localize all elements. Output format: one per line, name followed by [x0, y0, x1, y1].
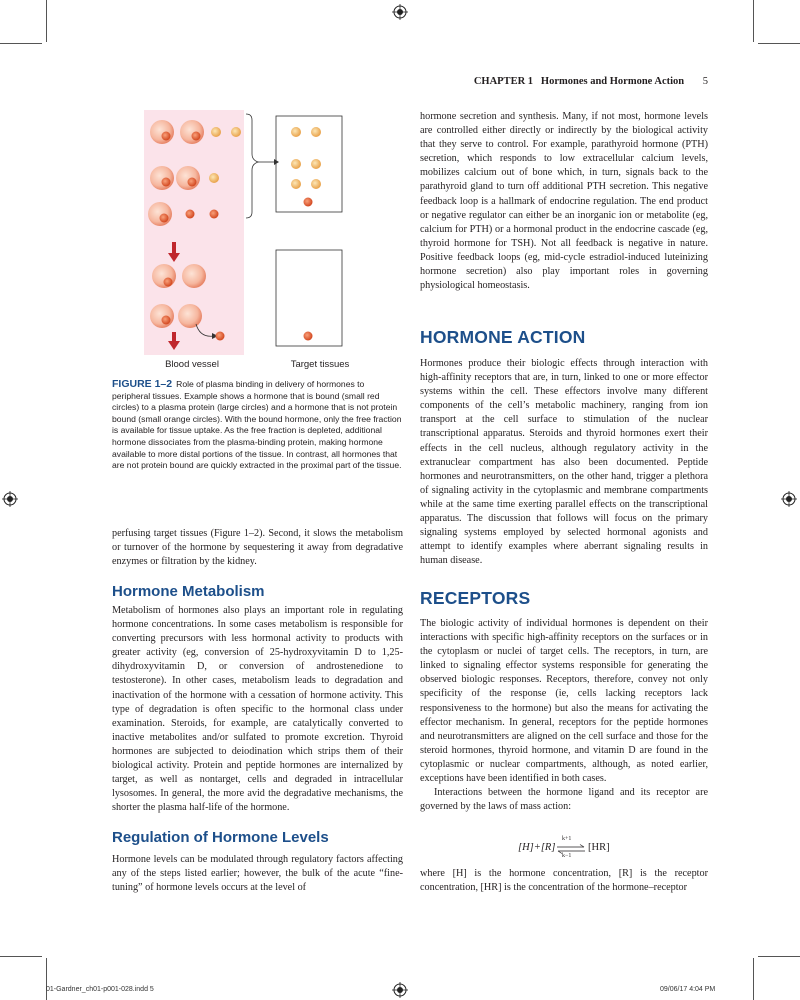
crop-mark [0, 43, 42, 44]
right-column-text-1 [420, 110, 708, 293]
equation-k-forward: k+1 [562, 836, 572, 842]
heading-hormone-action: HORMONE ACTION [420, 327, 586, 347]
paragraph: perfusing target tissues (Figure 1–2). Second, it slows the metabolism or turnover of the hormone by sequestering it away from degradative enzymes or filtration by the kidney. [112, 528, 403, 568]
crop-mark [753, 958, 754, 1000]
left-column-text-2 [112, 604, 403, 815]
heading-regulation-hormone-levels: Regulation of Hormone Levels [112, 829, 329, 846]
paragraph: Hormones produce their biologic effects through interaction with high-affinity receptors that are, in turn, linked to one or more effector systems within the cell. These effectors involve many different components of the cell’s metabolic machinery, ranging from ion transport at the cell surface to stimulation of the nuclear transcriptional apparatus. Steroids and thyroid hormones exert their effects in the cell nucleus, although regulatory activity in the extranuclear compartment has also been documented. Peptide hormones and neurotransmitters, on the other hand, trigger a plethora of signaling activity in the cytoplasmic and membrane compartments while at the same time exerting parallel effects on the transcriptional apparatus. The discussion that follows will focus on the primary signaling systems employed by selected hormonal agonists and attempt to identify examples where aberrant signaling results in human disease. [420, 358, 708, 567]
paragraph: Hormone levels can be modulated through regulatory factors affecting any of the steps listed earlier; however, the bulk of the acute “fine-tuning” of hormone levels occurs at the level of [112, 854, 403, 894]
page-number: 5 [702, 76, 708, 87]
crop-mark [46, 958, 47, 1000]
running-header [420, 76, 708, 87]
paragraph: Metabolism of hormones also plays an important role in regulating hormone concentrations. In some cases metabolism is responsible for converting precursors with less hormonal activity to products with greater activity (eg, conversion of 25-hydroxyvitamin D to 1,25-dihydroxyvitamin D, or conversion of androstenedione to testosterone). In other cases, metabolism leads to degradation and inactivation of the hormone with a cessation of hormone activity. This type of degradation is often specific to the hormonal class under examination. Steroids, for example, are catalytically converted to inactive metabolites and/or sulfated to promote excretion. Thyroid hormones are subjected to deiodination which strips them of their biological activity. Protein and peptide hormones are internalized by target, as well as nontarget, cells and degraded in intracellular lysosomes. In general, the more avid the degradative mechanisms, the shorter the plasma half-life of the hormone. [112, 605, 403, 814]
left-column-text-1 [112, 527, 403, 569]
figure-label-blood-vessel: Blood vessel [165, 359, 219, 370]
registration-mark-icon [392, 4, 408, 20]
crop-mark [753, 0, 754, 42]
target-tissue-box-2 [276, 250, 342, 346]
paragraph: hormone secretion and synthesis. Many, if not most, hormone levels are controlled either directly or indirectly by the biological activity that they serve to control. For example, parathyroid hormone (PTH) secretion, which responds to low extracellular calcium levels, mobilizes calcium out of bone which, in turn, signals back to the parathyroid gland to turn off additional PTH secretion. This negative feedback loop is a hallmark of endocrine regulation. The end product or negative regulator can either be an inorganic ion or metabolite (eg, calcium for PTH) or a hormonal product in the endocrine cascade (eg, thyroid hormone for TSH). Not all feedback is negative in nature. Positive feedback loops (eg, mid-cycle estradiol-induced luteinizing hormone secretion) also play important roles in governing physiological homeostasis. [420, 111, 708, 292]
right-column-text-4 [420, 867, 708, 895]
crop-mark [758, 43, 800, 44]
registration-mark-icon [781, 491, 797, 507]
right-column-text-2 [420, 357, 708, 568]
header-chapter: CHAPTER 1 [473, 76, 534, 87]
paragraph: where [H] is the hormone concentration, [R] is the receptor concentration, [HR] is the concentration of the hormone–receptor [420, 868, 708, 894]
mass-action-equation [512, 836, 622, 862]
binding-protein [150, 120, 174, 144]
target-tissue-box-1 [276, 116, 342, 212]
binding-protein [180, 120, 204, 144]
equation-left: [H]+[R] [518, 842, 556, 853]
paragraph: Interactions between the hormone ligand and its receptor are governed by the laws of mass action: [420, 787, 708, 813]
brace [246, 114, 258, 218]
crop-mark [46, 0, 47, 42]
registration-mark-icon [392, 982, 408, 998]
figure-caption [112, 379, 404, 472]
figure-illustration [140, 110, 360, 360]
heading-hormone-metabolism: Hormone Metabolism [112, 583, 265, 600]
crop-mark [0, 956, 42, 957]
right-column-text-3 [420, 617, 708, 814]
figure-label-target-tissues: Target tissues [290, 359, 350, 370]
heading-receptors: RECEPTORS [420, 588, 531, 608]
figure-caption-label: FIGURE 1–2 [112, 378, 173, 390]
figure-caption-text: Role of plasma binding in delivery of hormones to peripheral tissues. Example shows a hormone that is bound (small red circles) to a plasma protein (large circles) and a hormone that is not protein bound (small orange circles). With the bound hormone, only the free fraction is available for tissue uptake. As the free fraction is depleted, additional hormone dissociates from the plasma-binding protein, making hormone available to more distal portions of the tissue. In contrast, all hormones that are not protein bound are quickly extracted in the proximal part of the tissue. [112, 379, 402, 471]
paragraph: The biologic activity of individual hormones is dependent on their interactions with specific high-affinity receptors on the surfaces or in the cytoplasm or nuclei of target cells. The receptors, in turn, are linked to signaling effector systems responsible for generating the observed biologic responses. Receptors, therefore, convey not only specificity of the response (ie, cells lacking receptors lack responsiveness to the hormone) but also the means for activating the effector mechanism. In general, receptors for the peptide hormones and neurotransmitters are aligned on the cell surface and those for the steroid hormones, thyroid hormone, and vitamin D are found in the cytoplasmic or nuclear compartments, although, as noted earlier, exceptions have been identified in both cases. [420, 618, 708, 785]
footer-file-slug: 01-Gardner_ch01-p001-028.indd 5 [46, 986, 154, 993]
equation-k-reverse: k−1 [562, 853, 572, 859]
left-column-text-3 [112, 853, 403, 895]
equation-right: [HR] [588, 842, 610, 853]
footer-date-slug: 09/06/17 4:04 PM [660, 986, 716, 993]
registration-mark-icon [2, 491, 18, 507]
header-title: Hormones and Hormone Action [540, 76, 685, 87]
crop-mark [758, 956, 800, 957]
